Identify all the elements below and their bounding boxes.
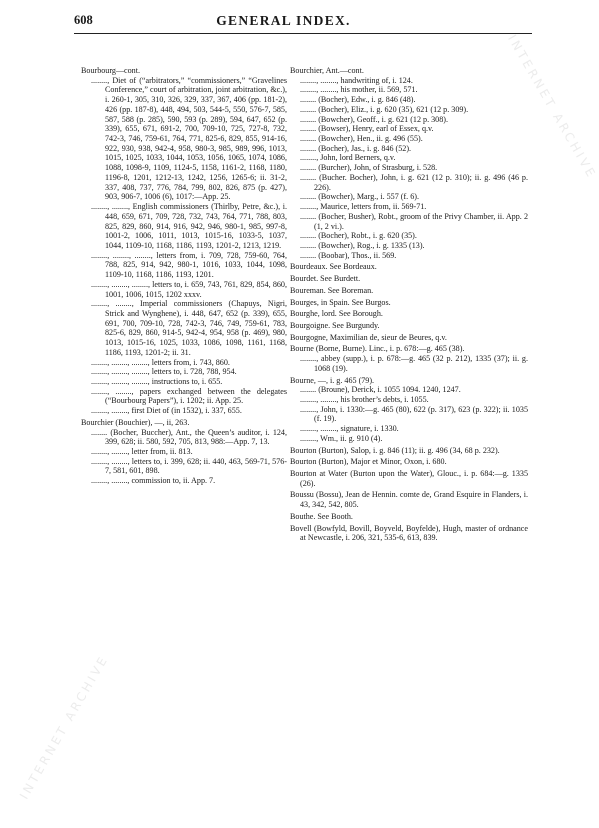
index-subentry: ........ (Bocher), Edw., i. g. 846 (48).: [300, 95, 416, 105]
index-subentry: ........, ........, ........, instructions to, i. 655.: [91, 377, 223, 386]
index-heading: Bourdet. See Burdett.: [290, 274, 361, 284]
index-subentry: ........, ........, letters to, i. 399, 628; ii. 440, 463, 569-71, 576-7, 581, 601, 898.: [91, 456, 287, 476]
index-subentry: ........, ........, his brother’s debts, i. 1055.: [300, 395, 429, 404]
index-subentry: ........, ........, first Diet of (in 1532), i. 337, 655.: [91, 406, 242, 416]
index-subentry: ........ (Bocher), Robt., i. g. 620 (35).: [300, 231, 417, 241]
index-column-right: [290, 66, 528, 543]
index-heading: Bourgogne, Maximilian de, sieur de Beures, q.v.: [290, 332, 447, 342]
index-subentry: ........, ........, letter from, ii. 813.: [91, 447, 193, 457]
index-subentry: ........ (Bowcher), Geoff., i. g. 621 (12 p. 308).: [300, 114, 448, 124]
index-subentry: ........ (Bowcher), Hen., ii. g. 496 (55).: [300, 134, 423, 144]
index-subentry: ........ (Bowser), Henry, earl of Essex, q.v.: [300, 124, 434, 134]
index-subentry: ........, ........, English commissioners (Thirlby, Petre, &c.), i. 448, 659, 671, 709, 728, 732, 743, 764, 771, 788, 803, 825, 829, 860, 914, 916, 942, 946, 980-1, 985, 997-8, 1001-2, 1006, 1011, 1013, 1015-16, 1033-5, 1037, 1044, 1109-10, 1168, 1186, 1193, 1201-2, 1213, 1219.: [91, 202, 287, 250]
index-subentry: ........, ........, ........, letters from, i. 709, 728, 759-60, 764, 788, 825, 914, 942, 980-1, 1016, 1033, 1044, 1098, 1109-10, 1168, 1186, 1193, 1201.: [91, 250, 287, 280]
index-subentry: ........, ........, signature, i. 1330.: [300, 424, 399, 434]
index-heading: Boussu (Bossu), Jean de Hennin. comte de, Grand Esquire in Flanders, i. 43, 342, 542, 805.: [290, 490, 528, 510]
index-heading: Bourton at Water (Burton upon the Water), Glouc., i. p. 684:—g. 1335 (26).: [290, 469, 528, 488]
watermark-right: INTERNET ARCHIVE: [504, 32, 599, 182]
page-title: GENERAL INDEX.: [216, 13, 351, 28]
index-subentry: ........ (Boobar), Thos., ii. 569.: [300, 250, 397, 260]
index-heading: Bourne (Borne, Burne). Linc., i. p. 678:—g. 465 (38).: [290, 344, 465, 354]
index-subentry: ........, John, lord Berners, q.v.: [300, 153, 396, 163]
page-number: 608: [74, 13, 93, 27]
index-heading: Boureman. See Boreman.: [290, 285, 374, 295]
index-subentry: ........ (Bocher), Jas., i. g. 846 (52).: [300, 143, 412, 153]
index-heading: Bourne, —, i. g. 465 (79).: [290, 375, 375, 385]
index-subentry: ........, ........, papers exchanged between the delegates (“Bourbourg Papers”), i. 1202; ii. App. 25.: [91, 386, 287, 406]
index-heading: Bovell (Bowfyld, Bovill, Boyveld, Boyfelde), Hugh, master of ordnance at Newcastle, i. 206, 321, 535-6, 613, 839.: [290, 523, 528, 543]
index-subentry: ........, ........, handwriting of, i. 124.: [300, 75, 413, 85]
index-heading: Bourdeaux. See Bordeaux.: [290, 262, 377, 272]
index-subentry: ........, abbey (supp.), i. p. 678:—g. 465 (32 p. 212), 1335 (37); ii. g. 1068 (19).: [300, 354, 528, 373]
index-subentry: ........, John, i. 1330:—g. 465 (80), 622 (p. 317), 623 (p. 322); ii. 1035 (f. 19).: [300, 404, 528, 424]
index-subentry: ........ (Bocher), Eliz., i. g. 620 (35), 621 (12 p. 309).: [300, 104, 469, 114]
index-subentry: ........ (Bowcher), Rog., i. g. 1335 (13).: [300, 240, 425, 250]
index-heading: Bourchier, Ant.—cont.: [290, 66, 364, 75]
index-heading: Bouthe. See Booth.: [290, 511, 353, 521]
index-heading: Bourchier (Bouchier), —, ii, 263.: [81, 417, 190, 427]
index-heading: Bourghe, lord. See Borough.: [290, 309, 383, 319]
index-subentry: ........, Wm., ii. g. 910 (4).: [300, 433, 383, 443]
index-subentry: ........, ........, his mother, ii. 569, 571.: [300, 85, 418, 95]
index-subentry: ........, ........, commission to, ii. App. 7.: [91, 476, 216, 486]
index-heading: Bourges, in Spain. See Burgos.: [290, 297, 391, 307]
index-subentry: ........, ........, ........, letters to, i. 659, 743, 761, 829, 854, 860, 1001, 1006, 1015, 1202 xxxv.: [91, 279, 287, 299]
index-subentry: ........ (Bocher, Buccher), Ant., the Queen’s auditor, i. 124, 399, 628; ii. 580, 592, 705, 813, 988:—App. 7, 13.: [91, 427, 287, 447]
index-heading: Bourgoigne. See Burgundy.: [290, 320, 380, 330]
index-subentry: ........, ........, ........, letters to, i. 728, 788, 954.: [91, 367, 237, 377]
index-subentry: ........, Maurice, letters from, ii. 569-71.: [300, 202, 427, 212]
index-heading: Bourton (Burton), Major et Minor, Oxon, i. 680.: [290, 457, 447, 467]
watermark-left: INTERNET ARCHIVE: [16, 652, 112, 802]
index-heading: Bourbourg—cont.: [81, 66, 140, 75]
index-subentry: ........ (Bowcher), Marg., i. 557 (f. 6).: [300, 192, 419, 202]
index-subentry: ........, Diet of (“arbitrators,” “commissioners,” “Gravelines Conference,” court of arbitration, joint arbitration, &c.), i. 260-1, 305, 310, 326, 329, 337, 367, 406 (pp. 181-2), 426 (pp. 187-8), 448, 494, 503, 544-5, 550, 576-7, 585, 587, 588 (p. 285), 590, 593 (p. 289), 594, 647, 652 (p. 339), 655, 671, 691-2, 700, 709-10, 725, 727-8, 732, 742-3, 746, 759-61, 764, 771, 825-6, 829, 855, 914-16, 922, 930, 938, 942-4, 958, 980-3, 985, 989, 996, 1013, 1015, 1025, 1033, 1044, 1053, 1056, 1065, 1074, 1086, 1088, 1098-9, 1109, 1124-5, 1158, 1161-2, 1168, 1180, 1196-8, 1201, 1212-13, 1242, 1256, 1265-6; ii. 31-2, 337, 408, 737, 776, 784, 799, 802, 826, 875 (p. 427), 903, 906-7, 1006 (6), 1017:—App. 25.: [91, 75, 287, 202]
header-rule: [74, 33, 532, 34]
index-column-left: [81, 66, 287, 486]
index-subentry: ........ (Burcher), John, of Strasburg, i. 528.: [300, 163, 438, 173]
index-subentry: ........ (Broune), Derick, i. 1055 1094. 1240, 1247.: [300, 385, 461, 395]
index-subentry: ........ (Bucher. Bocher), John, i. g. 621 (12 p. 310); ii. g. 496 (46 p. 226).: [300, 172, 528, 192]
index-subentry: ........, ........, ........, letters from, i. 743, 860.: [91, 357, 230, 367]
index-heading: Bourton (Burton), Salop, i. g. 846 (11); ii. g. 496 (34, 68 p. 232).: [290, 445, 500, 455]
index-subentry: ........ (Bocher, Busher), Robt., groom of the Privy Chamber, ii. App. 2 (1, 2 vi.).: [300, 211, 528, 231]
index-subentry: ........, ........, Imperial commissioners (Chapuys, Nigri, Strick and Wynghene), i. 448, 647, 652 (p. 339), 655, 691, 700, 709-10, 728, 742-3, 746, 749, 759-61, 783, 825-6, 829, 860, 914-5, 942-4, 954, 958 (p. 469), 980, 1013, 1015-16, 1025, 1033, 1086, 1098, 1161, 1168, 1186, 1193, 1201-2; ii. 31.: [91, 299, 287, 357]
